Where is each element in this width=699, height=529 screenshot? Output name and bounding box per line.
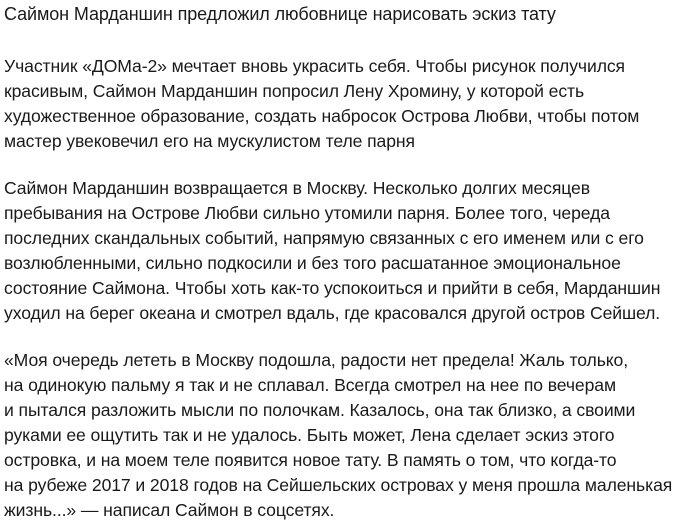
paragraph-line: Участник «ДОМа-2» мечтает вновь украсить себя. Чтобы рисунок получился bbox=[4, 56, 625, 76]
paragraph-body bbox=[4, 176, 694, 326]
paragraph-line: Саймон Марданшин возвращается в Москву. Несколько долгих месяцев bbox=[4, 178, 590, 198]
paragraph-line: и пытался разложить мысли по полочкам. Казалось, она так близко, а своими bbox=[4, 400, 636, 420]
paragraph-line: островка, и на моем теле появится новое тату. В память о том, что когда-то bbox=[4, 450, 617, 470]
paragraph-line: художественное образование, создать набросок Острова Любви, чтобы потом bbox=[4, 106, 640, 126]
paragraph-line: на одинокую пальму я так и не сплавал. Всегда смотрел на нее по вечерам bbox=[4, 375, 616, 395]
paragraph-line: пребывания на Острове Любви сильно утомили парня. Более того, череда bbox=[4, 203, 610, 223]
article bbox=[4, 0, 694, 523]
paragraph-line: красивым, Саймон Марданшин попросил Лену Хромину, у которой есть bbox=[4, 81, 585, 101]
paragraph-line: руками ее ощутить так и не удалось. Быть может, Лена сделает эскиз этого bbox=[4, 425, 615, 445]
paragraph-line: последних скандальных событий, напрямую связанных с его именем или с его bbox=[4, 228, 644, 248]
article-headline: Саймон Марданшин предложил любовнице нарисовать эскиз тату bbox=[4, 4, 556, 24]
paragraph-line: состояние Саймона. Чтобы хоть как-то успокоиться и прийти в себя, Марданшин bbox=[4, 278, 661, 298]
paragraph-line: жизнь...» — написал Саймон в соцсетях. bbox=[4, 500, 335, 520]
paragraph-quote bbox=[4, 348, 694, 523]
paragraph-line: мастер увековечил его на мускулистом теле парня bbox=[4, 131, 415, 151]
paragraph-line: возлюбленными, сильно подкосили и без того расшатанное эмоциональное bbox=[4, 253, 621, 273]
paragraph-line: на рубеже 2017 и 2018 годов на Сейшельских островах у меня прошла маленькая bbox=[4, 475, 673, 495]
paragraph-line: «Моя очередь лететь в Москву подошла, радости нет предела! Жаль только, bbox=[4, 350, 629, 370]
paragraph-intro bbox=[4, 54, 694, 154]
paragraph-line: уходил на берег океана и смотрел вдаль, где красовался другой остров Сейшел. bbox=[4, 303, 661, 323]
